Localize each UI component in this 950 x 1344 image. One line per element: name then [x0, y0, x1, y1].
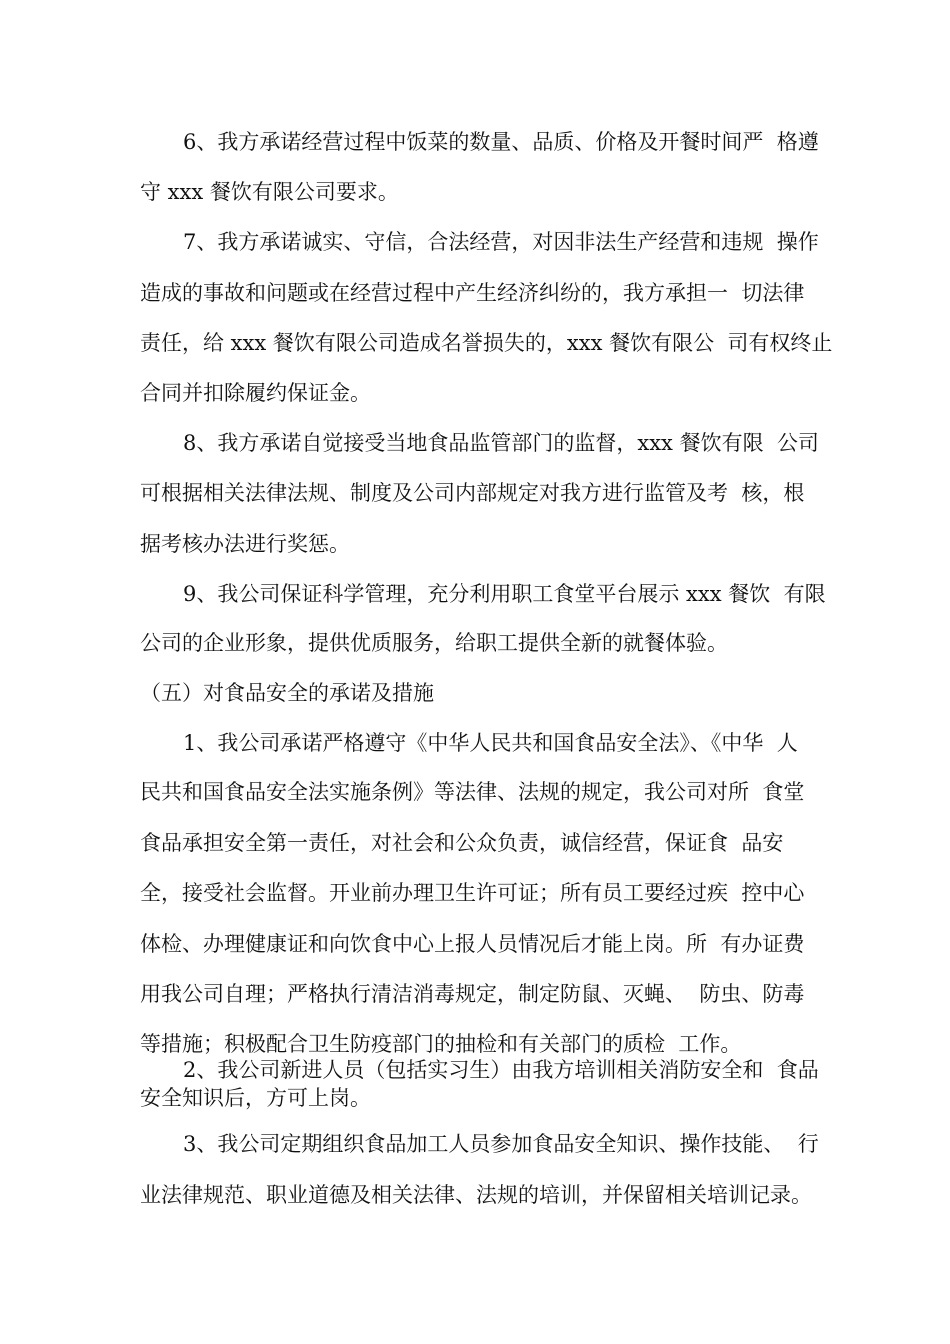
item-3-line-1: 3、我公司定期组织食品加工人员参加食品安全知识、操作技能、 行 [183, 1132, 819, 1156]
paragraph-9-line-2: 公司的企业形象，提供优质服务，给职工提供全新的就餐体验。 [140, 631, 728, 655]
paragraph-7-line-4: 合同并扣除履约保证金。 [140, 381, 371, 405]
paragraph-9-line-1: 9、我公司保证科学管理，充分利用职工食堂平台展示 xxx 餐饮 有限 [183, 582, 826, 606]
paragraph-6-line-1: 6、我方承诺经营过程中饭菜的数量、品质、价格及开餐时间严 格遵 [183, 130, 819, 154]
item-1-line-4: 全，接受社会监督。开业前办理卫生许可证；所有员工要经过疾 控中心 [140, 881, 805, 905]
item-1-line-5: 体检、办理健康证和向饮食中心上报人员情况后才能上岗。所 有办证费 [140, 932, 805, 956]
item-1-line-3: 食品承担安全第一责任，对社会和公众负责，诚信经营，保证食 品安 [140, 831, 784, 855]
item-1-line-2: 民共和国食品安全法实施条例》等法律、法规的规定，我公司对所 食堂 [140, 780, 805, 804]
paragraph-7-line-1: 7、我方承诺诚实、守信，合法经营，对因非法生产经营和违规 操作 [183, 230, 819, 254]
paragraph-7-line-3: 责任，给 xxx 餐饮有限公司造成名誉损失的，xxx 餐饮有限公 司有权终止 [140, 331, 833, 355]
paragraph-8-line-1: 8、我方承诺自觉接受当地食品监管部门的监督，xxx 餐饮有限 公司 [183, 431, 819, 455]
item-3-line-2: 业法律规范、职业道德及相关法律、法规的培训，并保留相关培训记录。 [140, 1183, 812, 1207]
item-2-line-1: 2、我公司新进人员（包括实习生）由我方培训相关消防安全和 食品 [183, 1058, 819, 1082]
paragraph-7-line-2: 造成的事故和问题或在经营过程中产生经济纠纷的，我方承担一 切法律 [140, 281, 805, 305]
item-2-line-2: 安全知识后，方可上岗。 [140, 1086, 371, 1110]
section-heading: （五）对食品安全的承诺及措施 [140, 681, 434, 705]
paragraph-8-line-3: 据考核办法进行奖惩。 [140, 532, 350, 556]
item-1-line-6: 用我公司自理；严格执行清洁消毒规定，制定防鼠、灭蝇、 防虫、防毒 [140, 982, 805, 1006]
item-1-line-7: 等措施；积极配合卫生防疫部门的抽检和有关部门的质检 工作。 [140, 1032, 742, 1056]
item-1-line-1: 1、我公司承诺严格遵守《中华人民共和国食品安全法》、《中华 人 [183, 731, 798, 755]
paragraph-6-line-2: 守 xxx 餐饮有限公司要求。 [140, 180, 399, 204]
paragraph-8-line-2: 可根据相关法律法规、制度及公司内部规定对我方进行监管及考 核，根 [140, 481, 805, 505]
